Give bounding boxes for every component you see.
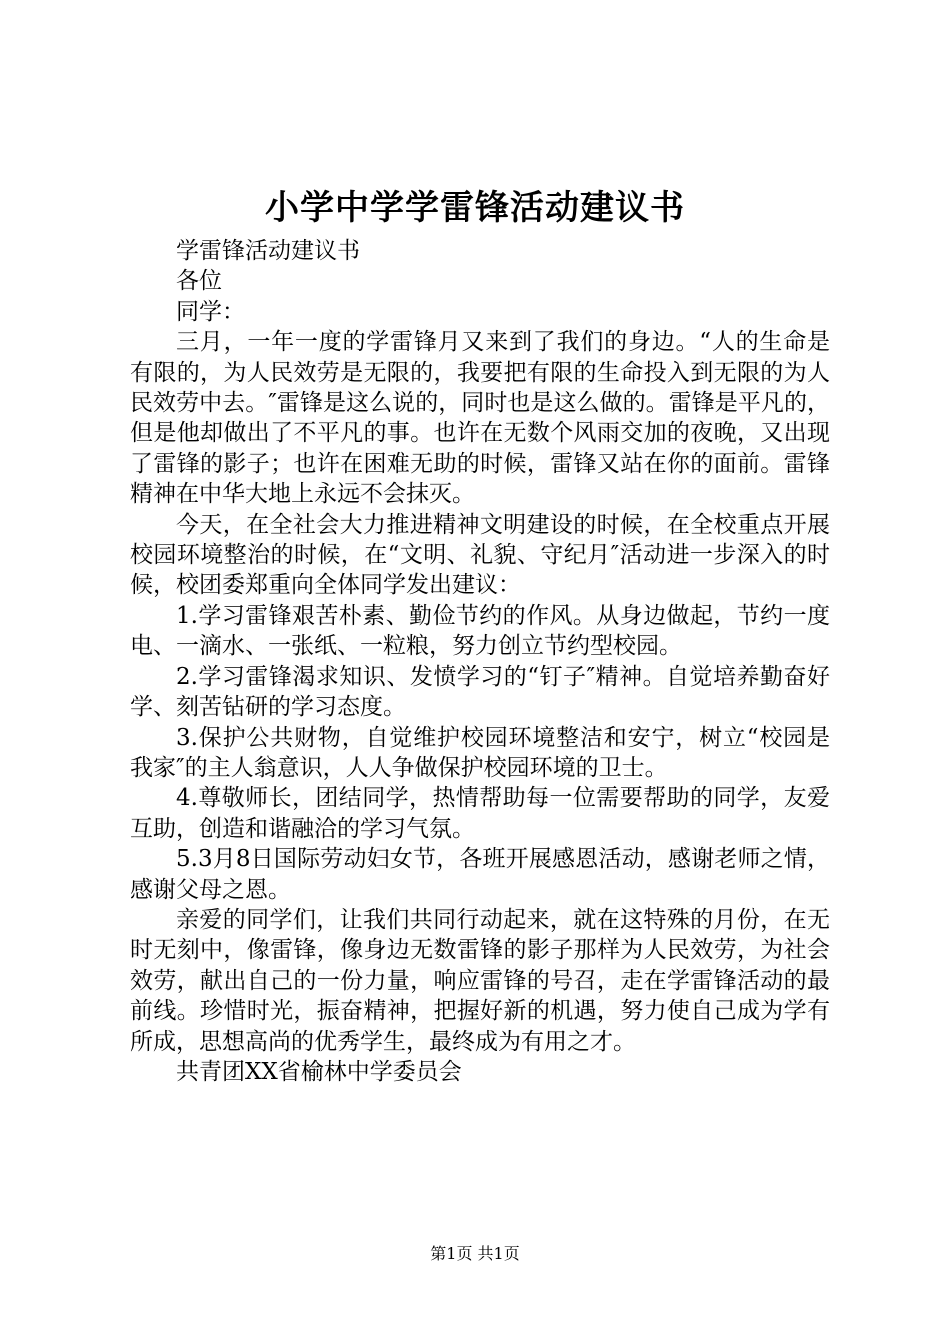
paragraph-item-3: 3.保护公共财物，自觉维护校园环境整洁和安宁，树立“校园是我家″的主人翁意识，人人争做保护校园环境的卫士。 (130, 724, 830, 781)
paragraph-salutation-2: 同学： (176, 298, 245, 325)
paragraph-intro: 三月，一年一度的学雷锋月又来到了我们的身边。“人的生命是有限的，为人民效劳是无限的，我要把有限的生命投入到无限的为人民效劳中去。″雷锋是这么说的，同时也是这么做的。雷锋是平凡的，但是他却做出了不平凡的事。也许在无数个风雨交加的夜晚，又出现了雷锋的影子；也许在困难无助的时候，雷锋又站在你的面前。雷锋精神在中华大地上永远不会抹灭。 (130, 329, 830, 508)
paragraph-item-2: 2.学习雷锋渴求知识、发愤学习的“钉子″精神。自觉培养勤奋好学、刻苦钻研的学习态度。 (130, 663, 830, 721)
paragraph-heading: 学雷锋活动建议书 (176, 238, 360, 264)
paragraph-item-1: 1.学习雷锋艰苦朴素、勤俭节约的作风。从身边做起，节约一度电、一滴水、一张纸、一粒粮，努力创立节约型校园。 (130, 602, 830, 660)
paragraph-item-4: 4.尊敬师长，团结同学，热情帮助每一位需要帮助的同学，友爱互助，创造和谐融洽的学习气氛。 (130, 785, 830, 842)
paragraph-salutation-1: 各位 (176, 268, 222, 295)
paragraph-item-5: 5.3月8日国际劳动妇女节，各班开展感恩活动，感谢老师之情，感谢父母之恩。 (130, 846, 830, 903)
paragraph-closing: 亲爱的同学们，让我们共同行动起来，就在这特殊的月份，在无时无刻中，像雷锋，像身边无数雷锋的影子那样为人民效劳，为社会效劳，献出自己的一份力量，响应雷锋的号召，走在学雷锋活动的最前线。珍惜时光，振奋精神，把握好新的机遇，努力使自己成为学有所成，思想高尚的优秀学生，最终成为有用之才。 (130, 906, 830, 1055)
document-title: 小学中学学雷锋活动建议书 (265, 188, 685, 228)
page-number-footer: 第1页 共1页 (430, 1244, 520, 1263)
document-body (130, 236, 830, 1087)
paragraph-signature: 共青团XX省榆林中学委员会 (176, 1058, 462, 1085)
paragraph-context: 今天，在全社会大力推进精神文明建设的时候，在全校重点开展校园环境整治的时候，在“文明、礼貌、守纪月″活动进一步深入的时候，校团委郑重向全体同学发出建议： (130, 511, 830, 599)
